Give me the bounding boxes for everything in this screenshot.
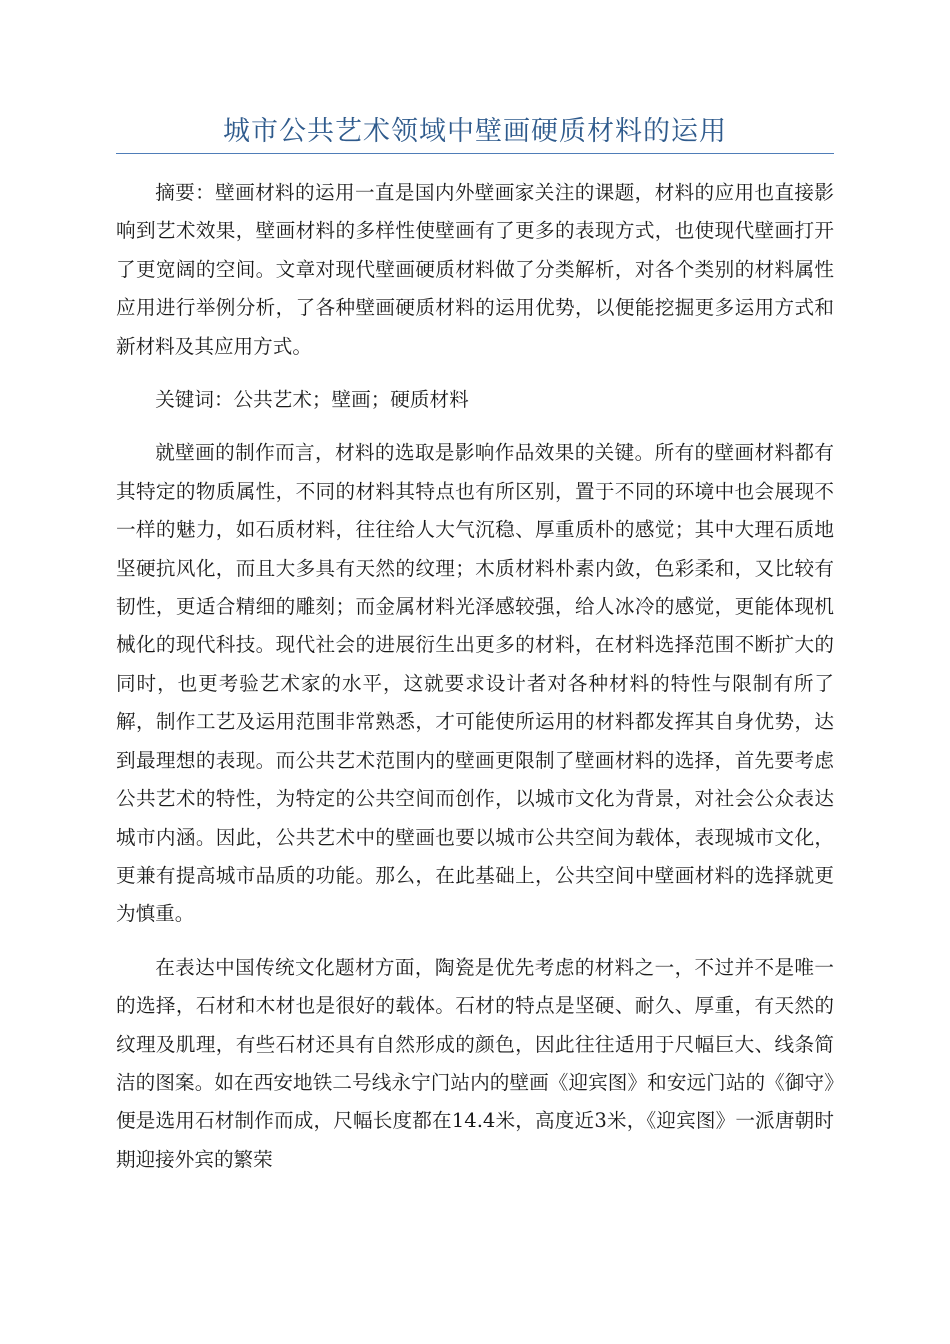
document-body bbox=[116, 174, 834, 1194]
abstract-paragraph: 摘要：壁画材料的运用一直是国内外壁画家关注的课题，材料的应用也直接影响到艺术效果，壁画材料的多样性使壁画有了更多的表现方式，也使现代壁画打开了更宽阔的空间。文章对现代壁画硬质材料做了分类解析，对各个类别的材料属性应用进行举例分析，了各种壁画硬质材料的运用优势，以便能挖掘更多运用方式和新材料及其应用方式。 bbox=[116, 181, 834, 358]
body-paragraph: 在表达中国传统文化题材方面，陶瓷是优先考虑的材料之一，不过并不是唯一的选择，石材和木材也是很好的载体。石材的特点是坚硬、耐久、厚重，有天然的纹理及肌理，有些石材还具有自然形成的颜色，因此往往适用于尺幅巨大、线条简洁的图案。如在西安地铁二号线永宁门站内的壁画《迎宾图》和安远门站的《御守》便是选用石材制作而成，尺幅长度都在14.4米，高度近3米，《迎宾图》一派唐朝时期迎接外宾的繁荣 bbox=[116, 955, 834, 1171]
body-paragraph: 就壁画的制作而言，材料的选取是影响作品效果的关键。所有的壁画材料都有其特定的物质属性，不同的材料其特点也有所区别，置于不同的环境中也会展现不一样的魅力，如石质材料，往往给人大气沉稳、厚重质朴的感觉；其中大理石质地坚硬抗风化，而且大多具有天然的纹理；木质材料朴素内敛，色彩柔和，又比较有韧性，更适合精细的雕刻；而金属材料光泽感较强，给人冰冷的感觉，更能体现机械化的现代科技。现代社会的进展衍生出更多的材料，在材料选择范围不断扩大的同时，也更考验艺术家的水平，这就要求设计者对各种材料的特性与限制有所了解，制作工艺及运用范围非常熟悉，才可能使所运用的材料都发挥其自身优势，达到最理想的表现。而公共艺术范围内的壁画更限制了壁画材料的选择，首先要考虑公共艺术的特性，为特定的公共空间而创作，以城市文化为背景，对社会公众表达城市内涵。因此，公共艺术中的壁画也要以城市公共空间为载体，表现城市文化，更兼有提高城市品质的功能。那么，在此基础上，公共空间中壁画材料的选择就更为慎重。 bbox=[116, 441, 834, 926]
title-underline bbox=[116, 153, 834, 154]
keywords-paragraph: 关键词：公共艺术；壁画；硬质材料 bbox=[155, 388, 469, 412]
page-title: 城市公共艺术领域中壁画硬质材料的运用 bbox=[223, 116, 727, 147]
